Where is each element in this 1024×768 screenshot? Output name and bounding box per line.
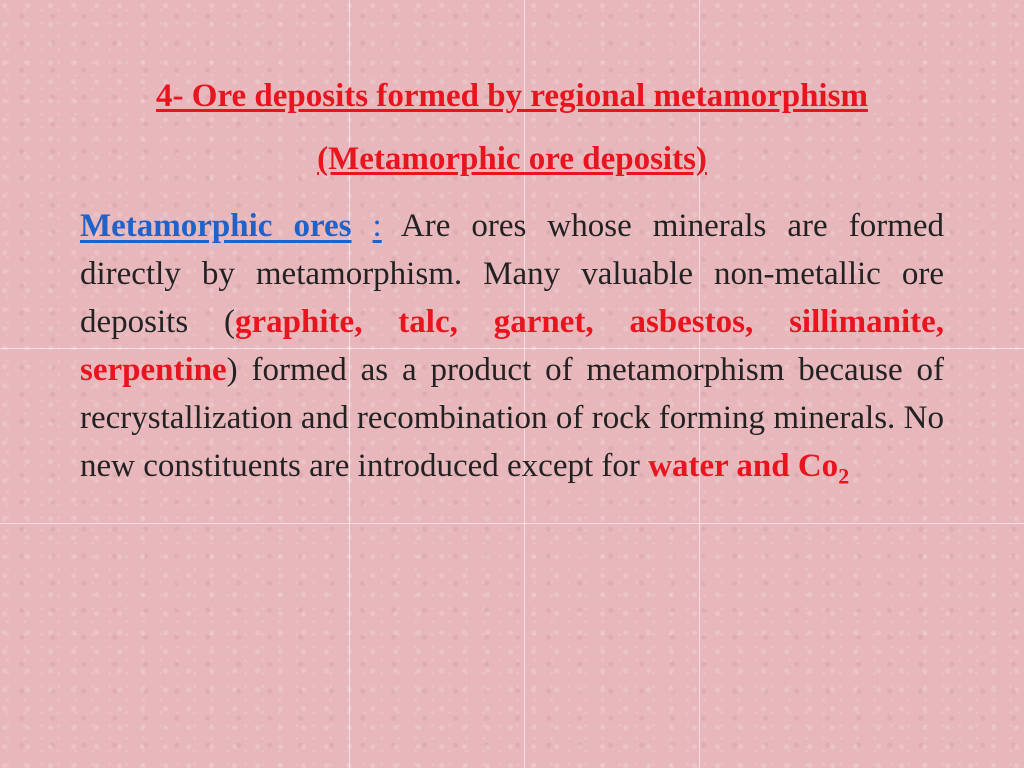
term-colon: : [372,208,382,244]
term-label: Metamorphic ores [80,208,352,244]
slide-subtitle: (Metamorphic ore deposits) [317,141,707,177]
body-text-part2: ) formed as a product of metamorphism because of recrystallization and recombination of rock forming minerals. No new constituents are introduced except for [80,352,944,484]
mineral-list: graphite, talc, garnet, asbestos, sillimanite, serpentine [80,304,944,388]
grid-line [0,523,1024,524]
highlight-text [648,448,850,489]
slide-title: 4- Ore deposits formed by regional metamorphism [156,78,868,114]
highlight-words: water and Co [648,448,839,484]
slide-body [80,202,944,490]
subscript: 2 [838,463,850,489]
body-text-part1: Are ores whose minerals are formed directly by metamorphism. Many valuable non-metallic ore deposits ( [80,208,945,340]
